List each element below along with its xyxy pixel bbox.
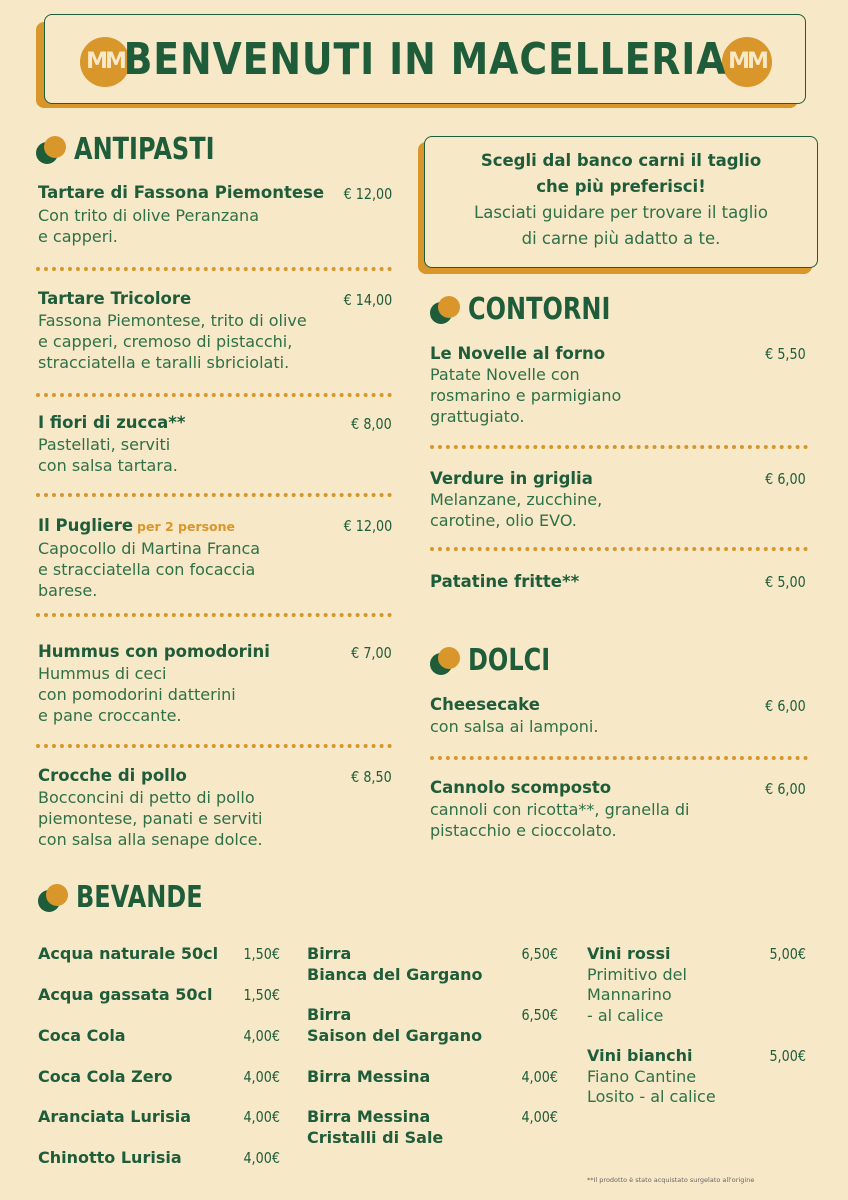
drink-name: Birra Saison del Gargano bbox=[307, 1005, 483, 1045]
item-name: Cannolo scomposto bbox=[430, 778, 612, 797]
drink-price: 6,50€ bbox=[521, 1006, 558, 1024]
item-description: Fassona Piemontese, trito di olive e capperi, cremoso di pistacchi, stracciatella e taralli sbriciolati. bbox=[38, 311, 307, 372]
item-price: € 14,00 bbox=[343, 291, 392, 309]
section-dot-icon bbox=[430, 296, 460, 324]
item-name: Crocche di pollo bbox=[38, 766, 187, 785]
section-dot-icon bbox=[430, 647, 460, 675]
logo-right: MM bbox=[722, 37, 772, 87]
item-price: € 8,50 bbox=[351, 768, 392, 786]
item-name: Verdure in griglia bbox=[430, 469, 593, 488]
divider bbox=[36, 744, 392, 748]
item-description: cannoli con ricotta**, granella di pistacchio e cioccolato. bbox=[430, 800, 690, 840]
section-title-contorni: CONTORNI bbox=[468, 292, 611, 327]
drink-item bbox=[587, 944, 687, 1026]
drink-price: 4,00€ bbox=[521, 1108, 558, 1126]
item-description: con salsa ai lamponi. bbox=[430, 717, 599, 736]
drink-name: Chinotto Lurisia bbox=[38, 1148, 182, 1167]
divider bbox=[430, 547, 808, 551]
item-price: € 6,00 bbox=[765, 697, 806, 715]
item-name: Hummus con pomodorini bbox=[38, 642, 270, 661]
item-name: Il Pugliere per 2 persone bbox=[38, 516, 236, 535]
drink-price: 1,50€ bbox=[243, 945, 280, 963]
divider bbox=[36, 267, 392, 271]
drink-detail: Losito - al calice bbox=[587, 1087, 716, 1106]
divider bbox=[36, 393, 392, 397]
item-price: € 12,00 bbox=[343, 185, 392, 203]
section-dot-icon bbox=[36, 136, 66, 164]
footnote: **Il prodotto è stato acquistato surgelato all'origine bbox=[587, 1176, 755, 1184]
divider bbox=[36, 613, 392, 617]
drink-price: 4,00€ bbox=[243, 1149, 280, 1167]
section-title-bevande: BEVANDE bbox=[76, 880, 203, 915]
divider bbox=[430, 756, 808, 760]
item-name: Tartare di Fassona Piemontese bbox=[38, 183, 325, 202]
item-description: Patate Novelle con rosmarino e parmigiano grattugiato. bbox=[430, 365, 622, 426]
drink-name: Vini rossi bbox=[587, 944, 671, 963]
drink-name: Birra Messina Cristalli di Sale bbox=[307, 1107, 444, 1147]
drink-name: Acqua naturale 50cl bbox=[38, 944, 219, 963]
drink-price: 4,00€ bbox=[521, 1068, 558, 1086]
item-description: Capocollo di Martina Franca e stracciatella con focaccia barese. bbox=[38, 539, 261, 600]
drink-price: 5,00€ bbox=[769, 1047, 806, 1065]
item-name: Le Novelle al forno bbox=[430, 344, 606, 363]
drink-price: 4,00€ bbox=[243, 1027, 280, 1045]
item-price: € 5,50 bbox=[765, 345, 806, 363]
item-name: Cheesecake bbox=[430, 695, 540, 714]
item-name: Tartare Tricolore bbox=[38, 289, 192, 308]
drink-name: Birra Messina bbox=[307, 1067, 431, 1086]
item-name: I fiori di zucca** bbox=[38, 413, 186, 432]
drink-name: Coca Cola Zero bbox=[38, 1067, 173, 1086]
drink-price: 6,50€ bbox=[521, 945, 558, 963]
item-price: € 5,00 bbox=[765, 573, 806, 591]
banco-text: Scegli dal banco carni il taglio che più preferisci! Lasciati guidare per trovare il taglio di carne più adatto a te. bbox=[474, 151, 768, 248]
logo-left: MM bbox=[80, 37, 130, 87]
drink-name: Birra Bianca del Gargano bbox=[307, 944, 483, 984]
drink-price: 5,00€ bbox=[769, 945, 806, 963]
item-description: Hummus di ceci con pomodorini datterini e pane croccante. bbox=[38, 664, 236, 725]
divider bbox=[430, 445, 808, 449]
section-title-antipasti: ANTIPASTI bbox=[74, 132, 215, 167]
drink-item bbox=[587, 1046, 716, 1108]
drink-detail: Mannarino bbox=[587, 985, 672, 1004]
drink-detail: - al calice bbox=[587, 1005, 664, 1025]
divider bbox=[36, 493, 392, 497]
page-title: BENVENUTI IN MACELLERIA bbox=[123, 34, 727, 85]
drink-detail: Primitivo del bbox=[587, 964, 687, 984]
drink-detail: Fiano Cantine bbox=[587, 1066, 697, 1086]
drink-price: 4,00€ bbox=[243, 1108, 280, 1126]
item-description: Pastellati, serviti con salsa tartara. bbox=[38, 435, 178, 475]
item-name: Patatine fritte** bbox=[430, 572, 580, 591]
item-note: per 2 persone bbox=[137, 519, 236, 534]
section-dot-icon bbox=[38, 884, 68, 912]
drink-name: Vini bianchi bbox=[587, 1046, 693, 1065]
item-description: Melanzane, zucchine, carotine, olio EVO. bbox=[430, 490, 603, 530]
item-description: Con trito di olive Peranzana e capperi. bbox=[38, 206, 259, 246]
drink-price: 4,00€ bbox=[243, 1068, 280, 1086]
item-price: € 6,00 bbox=[765, 780, 806, 798]
drink-name: Coca Cola bbox=[38, 1026, 126, 1045]
section-title-dolci: DOLCI bbox=[468, 643, 551, 678]
drink-price: 1,50€ bbox=[243, 986, 280, 1004]
item-description: Bocconcini di petto di pollo piemontese, panati e serviti con salsa alla senape dolce. bbox=[38, 788, 263, 849]
item-price: € 8,00 bbox=[351, 415, 392, 433]
item-price: € 7,00 bbox=[351, 644, 392, 662]
item-price: € 6,00 bbox=[765, 470, 806, 488]
item-price: € 12,00 bbox=[343, 517, 392, 535]
drink-name: Acqua gassata 50cl bbox=[38, 985, 213, 1004]
drink-name: Aranciata Lurisia bbox=[38, 1107, 192, 1126]
